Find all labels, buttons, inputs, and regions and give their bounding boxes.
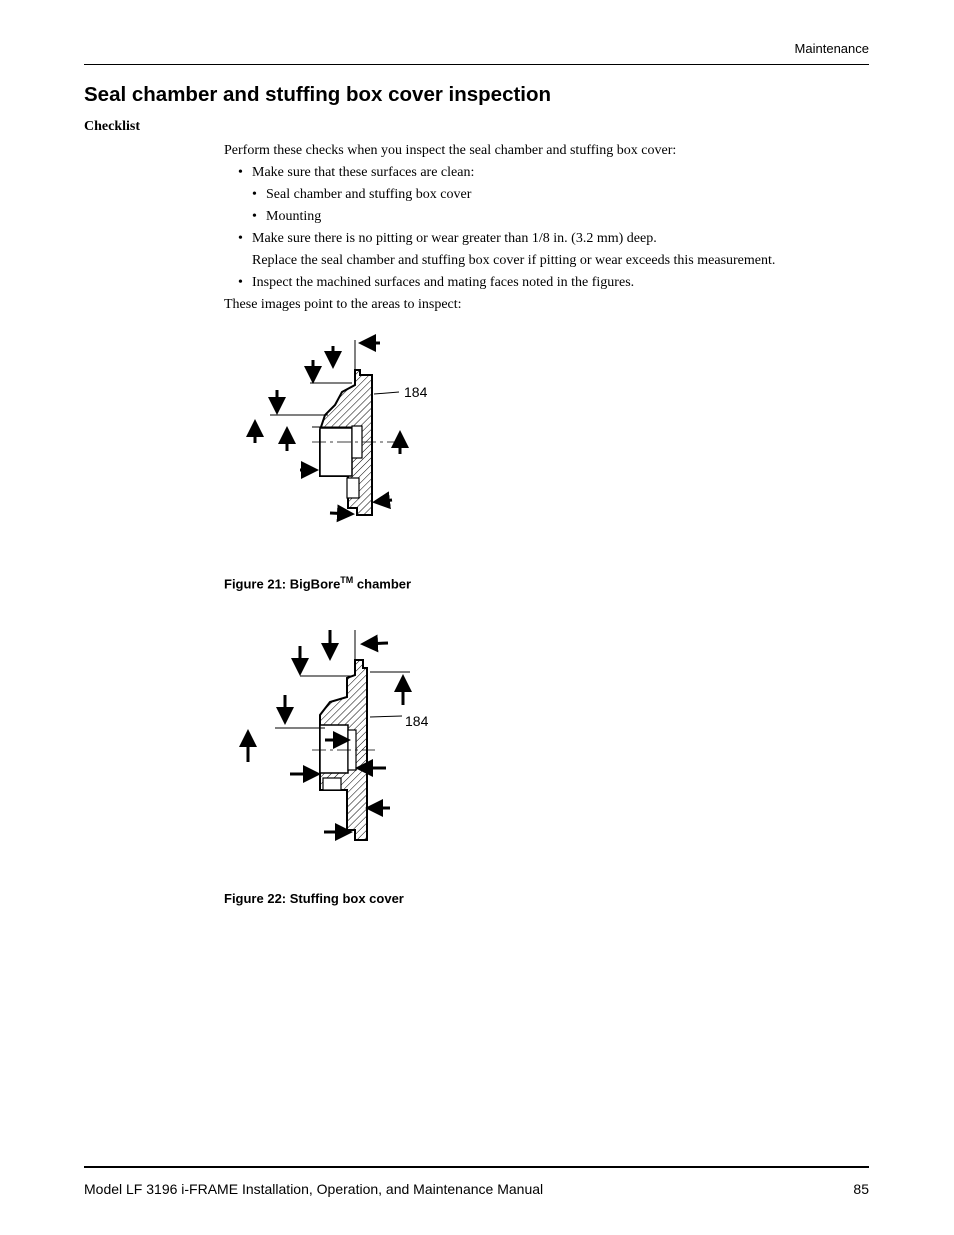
checklist-item-pitting-continued: Replace the seal chamber and stuffing box cover if pitting or wear exceeds this measurement. bbox=[252, 253, 776, 268]
header-rule bbox=[84, 64, 869, 65]
checklist-subitem-seal-chamber bbox=[252, 184, 471, 206]
bullet-glyph: • bbox=[252, 209, 257, 224]
checklist-subitem-text: Mounting bbox=[266, 209, 322, 224]
tapped-hole bbox=[347, 478, 359, 498]
bullet-glyph: • bbox=[238, 275, 243, 290]
figure-21-bigbore-chamber-diagram bbox=[230, 330, 470, 530]
callout-leader bbox=[370, 716, 402, 717]
checklist-item-inspect-surfaces bbox=[238, 272, 634, 294]
bullet-glyph: • bbox=[238, 231, 243, 246]
checklist-subitem-text: Seal chamber and stuffing box cover bbox=[266, 187, 472, 202]
running-header: Maintenance bbox=[794, 41, 869, 56]
callout-label: 184 bbox=[404, 384, 428, 400]
figure-22-caption: Figure 22: Stuffing box cover bbox=[224, 891, 404, 906]
bullet-glyph: • bbox=[252, 187, 257, 202]
footer-rule bbox=[84, 1166, 869, 1168]
checklist-subitem-mounting bbox=[252, 206, 321, 228]
checklist-item-pitting bbox=[238, 228, 657, 250]
callout-leader bbox=[374, 392, 399, 394]
checklist-item-text: Make sure there is no pitting or wear greater than 1/8 in. (3.2 mm) deep. bbox=[252, 231, 657, 246]
caption-text: Figure 21: BigBore bbox=[224, 576, 341, 592]
page-number: 85 bbox=[853, 1181, 869, 1197]
bore-opening bbox=[320, 428, 352, 476]
caption-text: chamber bbox=[353, 576, 412, 592]
callout-label: 184 bbox=[405, 713, 429, 729]
bullet-glyph: • bbox=[238, 165, 243, 180]
images-intro: These images point to the areas to inspect: bbox=[224, 297, 462, 312]
trademark-superscript: TM bbox=[340, 575, 354, 585]
checklist-heading: Checklist bbox=[84, 119, 140, 134]
tapped-hole bbox=[323, 778, 341, 790]
checklist-item-text: Inspect the machined surfaces and mating faces noted in the figures. bbox=[252, 275, 635, 290]
intro-paragraph: Perform these checks when you inspect the seal chamber and stuffing box cover: bbox=[224, 143, 677, 158]
checklist-item-clean bbox=[238, 162, 474, 184]
figure-21-caption bbox=[224, 575, 411, 591]
figure-22-stuffing-box-cover-diagram bbox=[230, 620, 470, 850]
footer-manual-title: Model LF 3196 i-FRAME Installation, Operation, and Maintenance Manual bbox=[84, 1181, 544, 1197]
checklist-item-text: Make sure that these surfaces are clean: bbox=[252, 165, 475, 180]
bore-opening bbox=[320, 725, 348, 773]
section-title: Seal chamber and stuffing box cover inspection bbox=[84, 83, 552, 106]
